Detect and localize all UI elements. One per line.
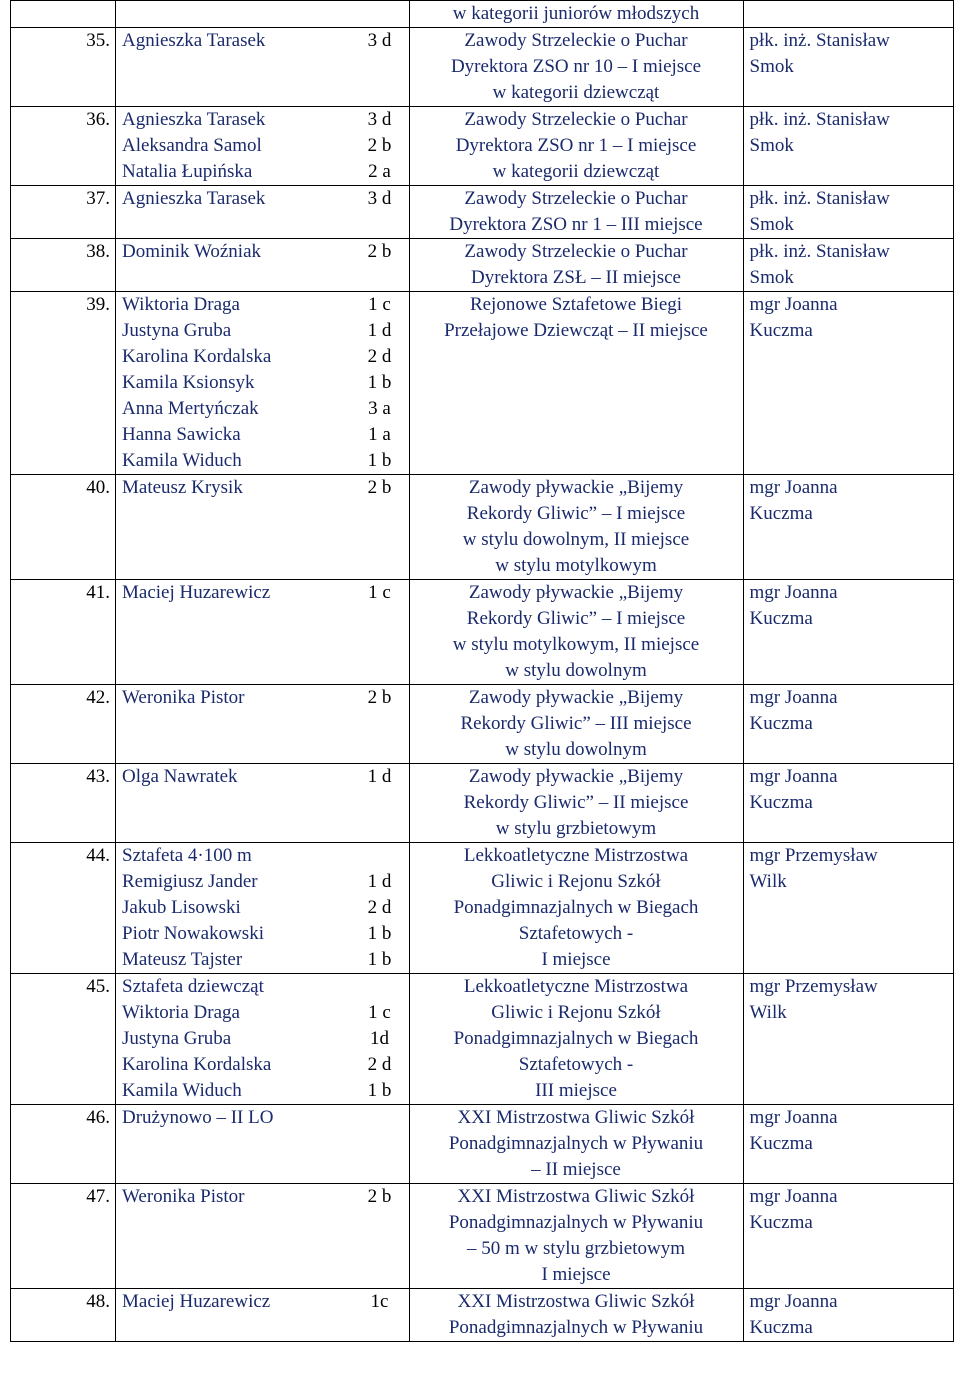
teacher-name bbox=[743, 292, 954, 475]
row-number-text: 35. bbox=[86, 30, 110, 51]
row-number-text: 38. bbox=[86, 241, 110, 262]
event-description-line: Ponadgimnazjalnych w Biegach bbox=[453, 897, 699, 918]
participant-names-line: Sztafeta 4·100 m bbox=[122, 845, 252, 866]
teacher-name bbox=[743, 239, 954, 292]
teacher-name-line: Kuczma bbox=[749, 1212, 813, 1233]
participant-names bbox=[116, 1105, 351, 1184]
event-description-line: Zawody pływackie „Bijemy bbox=[468, 766, 684, 787]
event-description-line: Zawody Strzeleckie o Puchar bbox=[464, 109, 688, 130]
row-number-text: 39. bbox=[86, 294, 110, 315]
event-description-line: Sztafetowych - bbox=[518, 1054, 634, 1075]
participant-names-line: Justyna Gruba bbox=[122, 320, 232, 341]
table-body bbox=[11, 1, 954, 1342]
event-description bbox=[409, 239, 743, 292]
class-cell-line: 2 b bbox=[367, 1186, 392, 1207]
participant-names-line: Maciej Huzarewicz bbox=[122, 1291, 271, 1312]
participant-names bbox=[116, 1, 351, 28]
table-row bbox=[11, 28, 954, 107]
teacher-name-line: mgr Joanna bbox=[749, 1291, 838, 1312]
teacher-name-line: Kuczma bbox=[749, 713, 813, 734]
row-number-text: 42. bbox=[86, 687, 110, 708]
row-number bbox=[11, 1, 116, 28]
event-description-line: w kategorii juniorów młodszych bbox=[452, 3, 700, 24]
class-cell-line: 1 b bbox=[367, 949, 392, 970]
event-description-line: XXI Mistrzostwa Gliwic Szkół bbox=[457, 1186, 695, 1207]
teacher-name bbox=[743, 1289, 954, 1342]
teacher-name bbox=[743, 28, 954, 107]
event-description-line: w kategorii dziewcząt bbox=[492, 161, 660, 182]
class-cell-line bbox=[351, 974, 409, 1000]
event-description-line: Rekordy Gliwic” – I miejsce bbox=[466, 608, 686, 629]
table-row bbox=[11, 974, 954, 1105]
class-cell-line: 3 d bbox=[367, 109, 392, 130]
row-number bbox=[11, 580, 116, 685]
participant-names-line: Sztafeta dziewcząt bbox=[122, 976, 264, 997]
event-description-line: Sztafetowych - bbox=[518, 923, 634, 944]
class-cell-line: 3 d bbox=[367, 30, 392, 51]
teacher-name-line: Wilk bbox=[749, 1002, 787, 1023]
teacher-name-line: mgr Przemysław bbox=[749, 976, 878, 997]
participant-names bbox=[116, 1289, 351, 1342]
table-row bbox=[11, 580, 954, 685]
row-number bbox=[11, 28, 116, 107]
class-cell-line: 2 b bbox=[367, 135, 392, 156]
event-description bbox=[409, 1, 743, 28]
participant-names-line bbox=[122, 1, 351, 27]
event-description bbox=[409, 974, 743, 1105]
row-number-text: 40. bbox=[86, 477, 110, 498]
teacher-name-line: mgr Joanna bbox=[749, 1107, 838, 1128]
class-cell-line: 1c bbox=[370, 1291, 389, 1312]
row-number bbox=[11, 974, 116, 1105]
event-description-line: III miejsce bbox=[535, 1080, 617, 1101]
teacher-name-line: Kuczma bbox=[749, 792, 813, 813]
row-number bbox=[11, 292, 116, 475]
table-row bbox=[11, 1, 954, 28]
class-cell-line: 2 d bbox=[367, 1054, 392, 1075]
teacher-name-line: Kuczma bbox=[749, 1133, 813, 1154]
participant-names-line: Drużynowo – II LO bbox=[122, 1107, 274, 1128]
event-description-line: Gliwic i Rejonu Szkół bbox=[491, 1002, 661, 1023]
event-description-line: Rekordy Gliwic” – III miejsce bbox=[460, 713, 692, 734]
teacher-name-line: mgr Joanna bbox=[749, 477, 838, 498]
event-description-line: XXI Mistrzostwa Gliwic Szkół bbox=[457, 1291, 695, 1312]
participant-names bbox=[116, 580, 351, 685]
event-description bbox=[409, 292, 743, 475]
class-cell bbox=[351, 580, 410, 685]
class-cell-line bbox=[351, 1, 409, 27]
participant-names-line: Justyna Gruba bbox=[122, 1028, 232, 1049]
event-description-line: – 50 m w stylu grzbietowym bbox=[467, 1238, 685, 1259]
participant-names-line: Mateusz Krysik bbox=[122, 477, 243, 498]
row-number-text: 37. bbox=[86, 188, 110, 209]
class-cell bbox=[351, 1105, 410, 1184]
teacher-name bbox=[743, 843, 954, 974]
teacher-name-line: mgr Joanna bbox=[749, 1186, 838, 1207]
row-number-text: 45. bbox=[86, 976, 110, 997]
event-description-line: Rekordy Gliwic” – I miejsce bbox=[466, 503, 686, 524]
participant-names bbox=[116, 107, 351, 186]
event-description-line: Zawody pływackie „Bijemy bbox=[468, 687, 684, 708]
class-cell-line bbox=[351, 1105, 409, 1131]
event-description bbox=[409, 580, 743, 685]
class-cell bbox=[351, 843, 410, 974]
participant-names bbox=[116, 685, 351, 764]
class-cell-line: 1 b bbox=[367, 923, 392, 944]
participant-names-line: Wiktoria Draga bbox=[122, 294, 240, 315]
participant-names-line: Agnieszka Tarasek bbox=[122, 188, 266, 209]
table-row bbox=[11, 1184, 954, 1289]
teacher-name-line: płk. inż. Stanisław bbox=[749, 188, 890, 209]
event-description bbox=[409, 1289, 743, 1342]
event-description bbox=[409, 1184, 743, 1289]
participant-names-line: Weronika Pistor bbox=[122, 687, 245, 708]
participant-names-line: Wiktoria Draga bbox=[122, 1002, 240, 1023]
event-description-line: w stylu motylkowym, II miejsce bbox=[452, 634, 700, 655]
participant-names-line: Aleksandra Samol bbox=[122, 135, 262, 156]
class-cell bbox=[351, 1, 410, 28]
participant-names bbox=[116, 28, 351, 107]
event-description-line: Ponadgimnazjalnych w Pływaniu bbox=[448, 1133, 704, 1154]
row-number bbox=[11, 1105, 116, 1184]
table-row bbox=[11, 843, 954, 974]
participant-names bbox=[116, 764, 351, 843]
teacher-name-line: mgr Joanna bbox=[749, 766, 838, 787]
event-description-line: w stylu dowolnym, II miejsce bbox=[462, 529, 690, 550]
row-number-text: 41. bbox=[86, 582, 110, 603]
class-cell bbox=[351, 292, 410, 475]
event-description-line: Rekordy Gliwic” – II miejsce bbox=[463, 792, 689, 813]
row-number bbox=[11, 843, 116, 974]
class-cell-line: 2 b bbox=[367, 241, 392, 262]
row-number bbox=[11, 239, 116, 292]
row-number-text: 43. bbox=[86, 766, 110, 787]
class-cell-line: 1 a bbox=[368, 424, 391, 445]
teacher-name-line: Smok bbox=[749, 214, 794, 235]
class-cell bbox=[351, 475, 410, 580]
teacher-name bbox=[743, 764, 954, 843]
event-description-line: – II miejsce bbox=[531, 1159, 621, 1180]
table-row bbox=[11, 1289, 954, 1342]
class-cell bbox=[351, 1289, 410, 1342]
table-row bbox=[11, 475, 954, 580]
event-description bbox=[409, 1105, 743, 1184]
event-description-line: w stylu dowolnym bbox=[505, 739, 647, 760]
participant-names-line: Piotr Nowakowski bbox=[122, 923, 264, 944]
event-description-line: Zawody pływackie „Bijemy bbox=[468, 477, 684, 498]
row-number-text: 46. bbox=[86, 1107, 110, 1128]
row-number bbox=[11, 186, 116, 239]
participant-names-line: Kamila Widuch bbox=[122, 1080, 242, 1101]
event-description-line: Gliwic i Rejonu Szkół bbox=[491, 871, 661, 892]
participant-names bbox=[116, 1184, 351, 1289]
class-cell-line: 1 d bbox=[367, 766, 392, 787]
teacher-name-line: Kuczma bbox=[749, 1317, 813, 1338]
class-cell bbox=[351, 186, 410, 239]
class-cell-line: 1d bbox=[370, 1028, 389, 1049]
participant-names bbox=[116, 292, 351, 475]
teacher-name-line: płk. inż. Stanisław bbox=[749, 30, 890, 51]
teacher-name bbox=[743, 580, 954, 685]
participant-names-line: Mateusz Tajster bbox=[122, 949, 243, 970]
teacher-name-line bbox=[750, 1, 954, 27]
participant-names-line: Dominik Woźniak bbox=[122, 241, 262, 262]
row-number bbox=[11, 1184, 116, 1289]
participant-names-line: Hanna Sawicka bbox=[122, 424, 241, 445]
event-description-line: Przełajowe Dziewcząt – II miejsce bbox=[444, 320, 708, 341]
event-description-line: Zawody Strzeleckie o Puchar bbox=[464, 241, 688, 262]
event-description-line: Ponadgimnazjalnych w Biegach bbox=[453, 1028, 699, 1049]
row-number bbox=[11, 107, 116, 186]
teacher-name bbox=[743, 475, 954, 580]
participant-names bbox=[116, 475, 351, 580]
table-row bbox=[11, 186, 954, 239]
class-cell bbox=[351, 764, 410, 843]
event-description-line: Rejonowe Sztafetowe Biegi bbox=[469, 294, 683, 315]
event-description bbox=[409, 843, 743, 974]
teacher-name-line: płk. inż. Stanisław bbox=[749, 109, 890, 130]
event-description-line: Zawody pływackie „Bijemy bbox=[468, 582, 684, 603]
event-description bbox=[409, 475, 743, 580]
teacher-name-line: mgr Joanna bbox=[749, 582, 838, 603]
class-cell-line: 3 d bbox=[367, 188, 392, 209]
table-row bbox=[11, 685, 954, 764]
class-cell-line: 3 a bbox=[368, 398, 391, 419]
participant-names-line: Anna Mertyńczak bbox=[122, 398, 259, 419]
class-cell-line: 1 b bbox=[367, 372, 392, 393]
teacher-name-line: mgr Przemysław bbox=[749, 845, 878, 866]
row-number-text bbox=[11, 1, 110, 27]
table-row bbox=[11, 292, 954, 475]
class-cell-line: 1 b bbox=[367, 1080, 392, 1101]
row-number bbox=[11, 1289, 116, 1342]
event-description-line: w stylu motylkowym bbox=[495, 555, 657, 576]
class-cell-line: 2 a bbox=[368, 161, 391, 182]
class-cell-line: 2 b bbox=[367, 477, 392, 498]
participant-names-line: Kamila Widuch bbox=[122, 450, 242, 471]
teacher-name bbox=[743, 1184, 954, 1289]
teacher-name-line: Kuczma bbox=[749, 503, 813, 524]
teacher-name-line: Kuczma bbox=[749, 320, 813, 341]
participant-names-line: Remigiusz Jander bbox=[122, 871, 258, 892]
table-row bbox=[11, 764, 954, 843]
teacher-name-line: Wilk bbox=[749, 871, 787, 892]
event-description-line: Ponadgimnazjalnych w Pływaniu bbox=[448, 1317, 704, 1338]
teacher-name bbox=[743, 685, 954, 764]
event-description-line: Dyrektora ZSO nr 10 – I miejsce bbox=[450, 56, 702, 77]
class-cell-line: 1 d bbox=[367, 320, 392, 341]
row-number bbox=[11, 475, 116, 580]
table-row bbox=[11, 107, 954, 186]
participant-names-line: Agnieszka Tarasek bbox=[122, 109, 266, 130]
class-cell-line: 2 d bbox=[367, 897, 392, 918]
teacher-name-line: Kuczma bbox=[749, 608, 813, 629]
event-description-line: XXI Mistrzostwa Gliwic Szkół bbox=[457, 1107, 695, 1128]
event-description bbox=[409, 764, 743, 843]
class-cell-line: 1 c bbox=[368, 1002, 391, 1023]
row-number-text: 48. bbox=[86, 1291, 110, 1312]
teacher-name bbox=[743, 974, 954, 1105]
teacher-name-line: Smok bbox=[749, 56, 794, 77]
teacher-name-line: płk. inż. Stanisław bbox=[749, 241, 890, 262]
event-description bbox=[409, 685, 743, 764]
event-description-line: Zawody Strzeleckie o Puchar bbox=[464, 188, 688, 209]
row-number-text: 47. bbox=[86, 1186, 110, 1207]
teacher-name-line: mgr Joanna bbox=[749, 687, 838, 708]
class-cell bbox=[351, 1184, 410, 1289]
event-description bbox=[409, 186, 743, 239]
event-description-line: w stylu dowolnym bbox=[505, 660, 647, 681]
event-description-line: I miejsce bbox=[541, 949, 611, 970]
achievements-table bbox=[10, 0, 954, 1342]
row-number-text: 36. bbox=[86, 109, 110, 130]
event-description-line: Zawody Strzeleckie o Puchar bbox=[464, 30, 688, 51]
teacher-name-line: mgr Joanna bbox=[749, 294, 838, 315]
event-description bbox=[409, 28, 743, 107]
participant-names bbox=[116, 843, 351, 974]
teacher-name-line: Smok bbox=[749, 267, 794, 288]
teacher-name bbox=[743, 107, 954, 186]
event-description-line: Lekkoatletyczne Mistrzostwa bbox=[463, 845, 689, 866]
teacher-name bbox=[743, 1105, 954, 1184]
participant-names-line: Weronika Pistor bbox=[122, 1186, 245, 1207]
event-description-line: w kategorii dziewcząt bbox=[492, 82, 660, 103]
class-cell-line: 2 b bbox=[367, 687, 392, 708]
class-cell-line: 1 d bbox=[367, 871, 392, 892]
participant-names-line: Maciej Huzarewicz bbox=[122, 582, 271, 603]
event-description-line: I miejsce bbox=[541, 1264, 611, 1285]
participant-names bbox=[116, 239, 351, 292]
event-description bbox=[409, 107, 743, 186]
participant-names-line: Karolina Kordalska bbox=[122, 1054, 272, 1075]
event-description-line: Lekkoatletyczne Mistrzostwa bbox=[463, 976, 689, 997]
participant-names-line: Kamila Ksionsyk bbox=[122, 372, 255, 393]
class-cell bbox=[351, 974, 410, 1105]
class-cell-line bbox=[351, 843, 409, 869]
teacher-name-line: Smok bbox=[749, 135, 794, 156]
class-cell-line: 1 c bbox=[368, 294, 391, 315]
class-cell bbox=[351, 28, 410, 107]
class-cell bbox=[351, 107, 410, 186]
row-number-text: 44. bbox=[86, 845, 110, 866]
event-description-line: Dyrektora ZSO nr 1 – I miejsce bbox=[455, 135, 697, 156]
table-row bbox=[11, 239, 954, 292]
class-cell-line: 2 d bbox=[367, 346, 392, 367]
table-row bbox=[11, 1105, 954, 1184]
class-cell bbox=[351, 239, 410, 292]
participant-names-line: Karolina Kordalska bbox=[122, 346, 272, 367]
class-cell-line: 1 b bbox=[367, 450, 392, 471]
participant-names-line: Jakub Lisowski bbox=[122, 897, 241, 918]
class-cell bbox=[351, 685, 410, 764]
event-description-line: Dyrektora ZSŁ – II miejsce bbox=[471, 267, 681, 288]
participant-names bbox=[116, 974, 351, 1105]
participant-names-line: Agnieszka Tarasek bbox=[122, 30, 266, 51]
teacher-name bbox=[743, 1, 954, 28]
event-description-line: Dyrektora ZSO nr 1 – III miejsce bbox=[449, 214, 703, 235]
row-number bbox=[11, 764, 116, 843]
participant-names bbox=[116, 186, 351, 239]
participant-names-line: Olga Nawratek bbox=[122, 766, 238, 787]
teacher-name bbox=[743, 186, 954, 239]
class-cell-line: 1 c bbox=[368, 582, 391, 603]
event-description-line: Ponadgimnazjalnych w Pływaniu bbox=[448, 1212, 704, 1233]
participant-names-line: Natalia Łupińska bbox=[122, 161, 253, 182]
row-number bbox=[11, 685, 116, 764]
event-description-line: w stylu grzbietowym bbox=[495, 818, 657, 839]
